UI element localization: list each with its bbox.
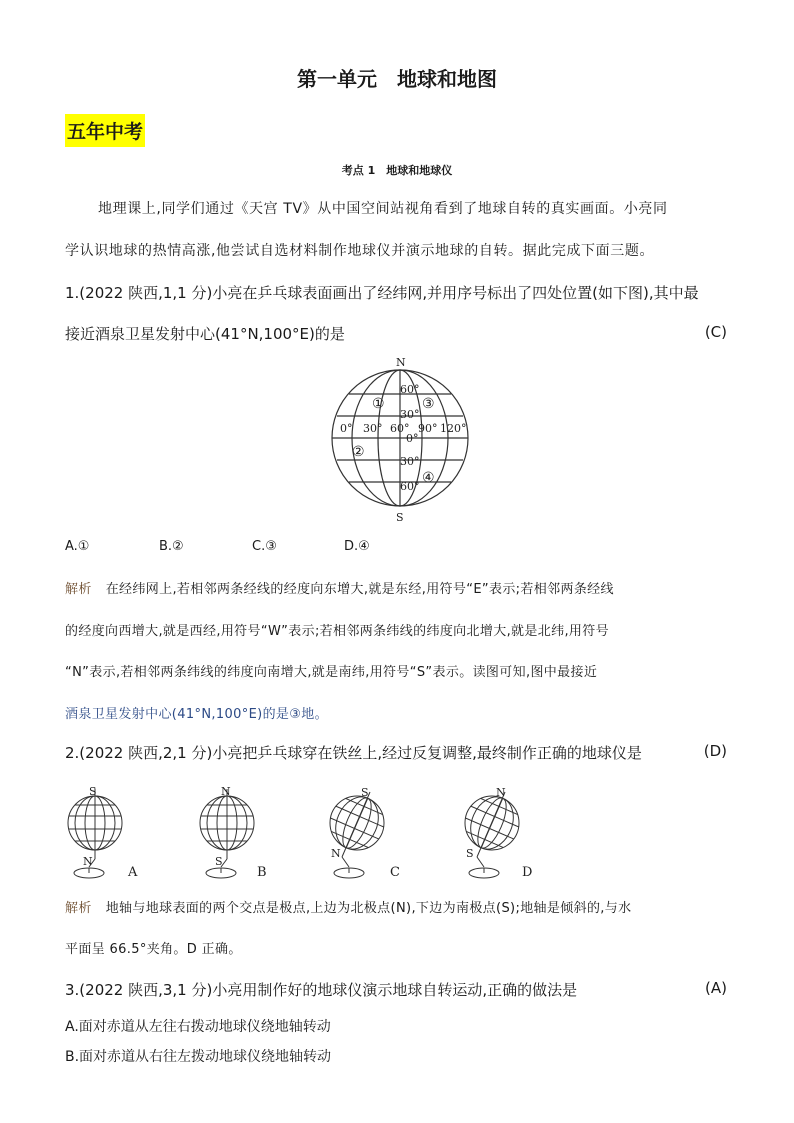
section-heading: 考点 1 地球和地球仪 — [341, 164, 453, 177]
q3-stem-line-1: 3.(2022 陕西,3,1 分)小亮用制作好的地球仪演示地球自转运动,正确的做法是 — [65, 981, 578, 999]
q1-explanation-line-2: 的经度向西增大,就是西经,用符号“W”表示;若相邻两条纬线的纬度向北增大,就是北纬,用符号 — [65, 624, 609, 639]
intro-line-2: 学认识地球的热情高涨,他尝试自选材料制作地球仪并演示地球的自转。据此完成下面三题。 — [65, 243, 655, 259]
lat-label-30s: 30° — [400, 455, 420, 468]
q1-explanation-line-3: “N”表示,若相邻两条纬线的纬度向南增大,就是南纬,用符号“S”表示。读图可知,图中最接近 — [65, 665, 598, 680]
q2-explanation-line-2: 平面呈 66.5°夹角。D 正确。 — [65, 942, 242, 957]
figure-north-label: N — [396, 356, 406, 369]
q1-option-d: D.④ — [344, 539, 370, 554]
q1-explanation-line-1: 解析 在经纬网上,若相邻两条经线的经度向东增大,就是东经,用符号“E”表示;若相邻两条经线 — [65, 582, 614, 597]
marker-4: ④ — [422, 470, 435, 486]
q1-option-c: C.③ — [252, 539, 277, 554]
lat-label-30n: 30° — [400, 408, 420, 421]
globe-a — [68, 785, 122, 878]
q3-option-b: B.面对赤道从右往左拨动地球仪绕地轴转动 — [65, 1049, 332, 1065]
q3-answer: (A) — [705, 979, 727, 997]
q1-explanation-line-4: 酒泉卫星发射中心(41°N,100°E)的是③地。 — [65, 707, 328, 722]
lon-label-30: 30° — [363, 422, 383, 435]
globe-c — [319, 786, 396, 878]
lat-label-0: 0° — [406, 432, 419, 445]
globe-c-caption: C — [390, 865, 400, 880]
globe-b-caption: B — [257, 865, 267, 880]
lat-label-60n: 60° — [400, 383, 420, 396]
globe-c-bottom-label: N — [331, 847, 341, 860]
lon-label-90: 90° — [418, 422, 438, 435]
globe-b-bottom-label: S — [215, 855, 223, 868]
globe-d — [454, 786, 531, 878]
page-title: 第一单元 地球和地图 — [297, 67, 497, 91]
globe-a-top-label: S — [89, 785, 97, 798]
q1-option-a: A.① — [65, 539, 90, 554]
globe-d-top-label: N — [496, 786, 506, 799]
q2-explanation-line-1: 解析 地轴与地球表面的两个交点是极点,上边为北极点(N),下边为南极点(S);地轴是倾斜的,与水 — [65, 901, 632, 916]
q1-stem-line-1: 1.(2022 陕西,1,1 分)小亮在乒乓球表面画出了经纬网,并用序号标出了四处位置(如下图),其中最 — [65, 284, 699, 302]
lon-label-0: 0° — [340, 422, 353, 435]
q1-option-b: B.② — [159, 539, 184, 554]
globe-d-caption: D — [522, 865, 533, 880]
q1-answer: (C) — [704, 323, 727, 341]
marker-1: ① — [372, 396, 385, 412]
globe-a-caption: A — [128, 865, 138, 880]
graticule-figure — [320, 352, 480, 524]
globe-c-top-label: S — [361, 786, 369, 799]
section-badge: 五年中考 — [65, 114, 145, 147]
intro-line-1: 地理课上,同学们通过《天宫 TV》从中国空间站视角看到了地球自转的真实画面。小亮同 — [98, 201, 668, 217]
marker-3: ③ — [422, 396, 435, 412]
marker-2: ② — [352, 444, 365, 460]
q1-stem-line-2: 接近酒泉卫星发射中心(41°N,100°E)的是 — [65, 325, 345, 343]
lat-label-60s: 60° — [400, 480, 420, 493]
q2-stem-line-1: 2.(2022 陕西,2,1 分)小亮把乒乓球穿在铁丝上,经过反复调整,最终制作正确的地球仪是 — [65, 744, 642, 762]
lon-label-60: 60° — [390, 422, 410, 435]
q2-explanation-label: 解析 — [65, 901, 92, 916]
globe-b — [200, 785, 254, 878]
q2-answer: (D) — [703, 742, 727, 760]
q3-option-a: A.面对赤道从左往右拨动地球仪绕地轴转动 — [65, 1019, 331, 1035]
globe-a-bottom-label: N — [83, 855, 93, 868]
lon-label-120: 120° — [440, 422, 467, 435]
figure-south-label: S — [396, 511, 404, 524]
globe-models-figure — [60, 775, 540, 880]
q1-explanation-label: 解析 — [65, 582, 92, 597]
globe-b-top-label: N — [221, 785, 231, 798]
globe-d-bottom-label: S — [466, 847, 474, 860]
